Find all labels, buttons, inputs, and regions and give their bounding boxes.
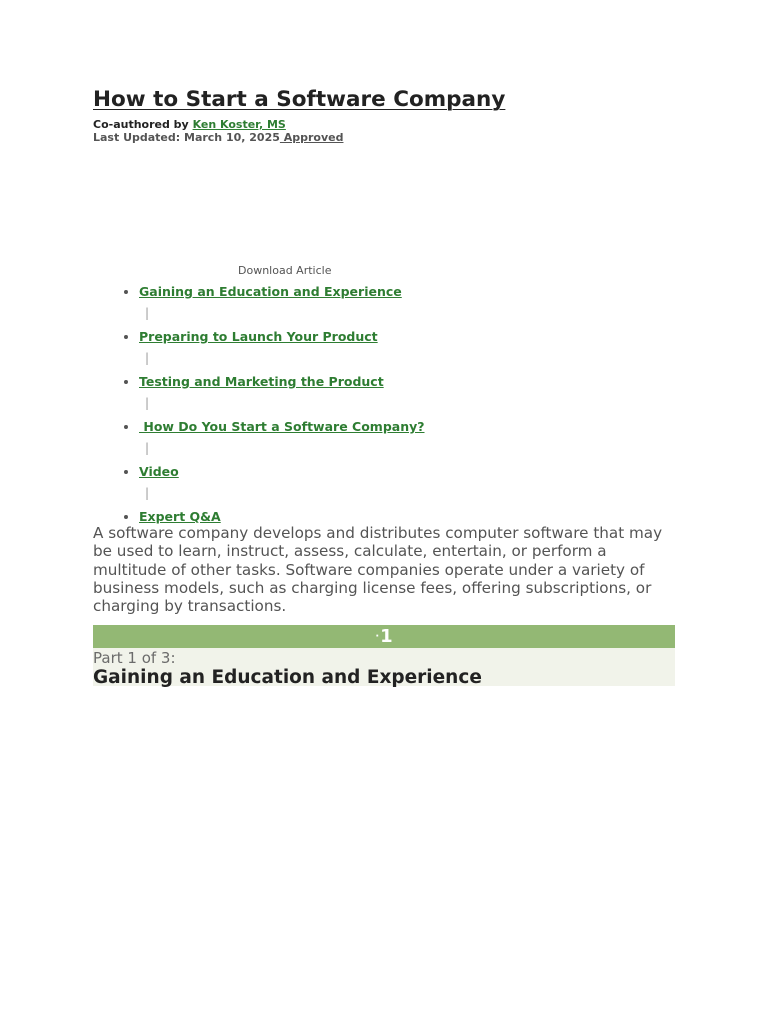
last-updated (93, 131, 675, 144)
toc-link-video[interactable]: Video (139, 464, 179, 479)
last-updated-date: Last Updated: March 10, 2025 (93, 131, 280, 144)
byline (93, 118, 675, 131)
part-header (93, 648, 675, 686)
coauthored-label: Co-authored by (93, 118, 193, 131)
toc-link-how-to-start[interactable]: How Do You Start a Software Company? (139, 419, 425, 434)
download-article-button[interactable]: Download Article (238, 264, 332, 277)
step-number: 1 (380, 626, 393, 647)
author-link[interactable]: Ken Koster, MS (192, 118, 286, 131)
step-number-bar (93, 625, 675, 648)
toc-separator: | (145, 306, 150, 320)
table-of-contents (93, 283, 425, 553)
part-title: Gaining an Education and Experience (93, 667, 482, 688)
article (93, 86, 675, 688)
toc-item-testing (139, 373, 425, 418)
article-title: How to Start a Software Company (93, 87, 506, 112)
toc-separator: | (145, 396, 150, 410)
toc-item-video (139, 463, 425, 508)
approved-link[interactable]: Approved (279, 131, 344, 144)
toc-link-testing[interactable]: Testing and Marketing the Product (139, 374, 384, 389)
part-label: Part 1 of 3: (93, 649, 176, 667)
toc-item-how-to-start (139, 418, 425, 463)
toc-link-education[interactable]: Gaining an Education and Experience (139, 284, 402, 299)
toc-item-launch (139, 328, 425, 373)
toc-separator: | (145, 441, 150, 455)
toc-item-education (139, 283, 425, 328)
intro-paragraph: A software company develops and distributes computer software that may be used to learn, instruct, assess, calculate, entertain, or perform a multitude of other tasks. Software companies operate under a variety of business models, such as charging license fees, offering subscriptions, or charging by transactions. (93, 524, 663, 616)
toc-separator: | (145, 351, 150, 365)
toc-separator: | (145, 486, 150, 500)
toc-link-expert-qa[interactable]: Expert Q&A (139, 509, 221, 524)
step-dot: · (375, 631, 380, 642)
toc-link-launch[interactable]: Preparing to Launch Your Product (139, 329, 378, 344)
